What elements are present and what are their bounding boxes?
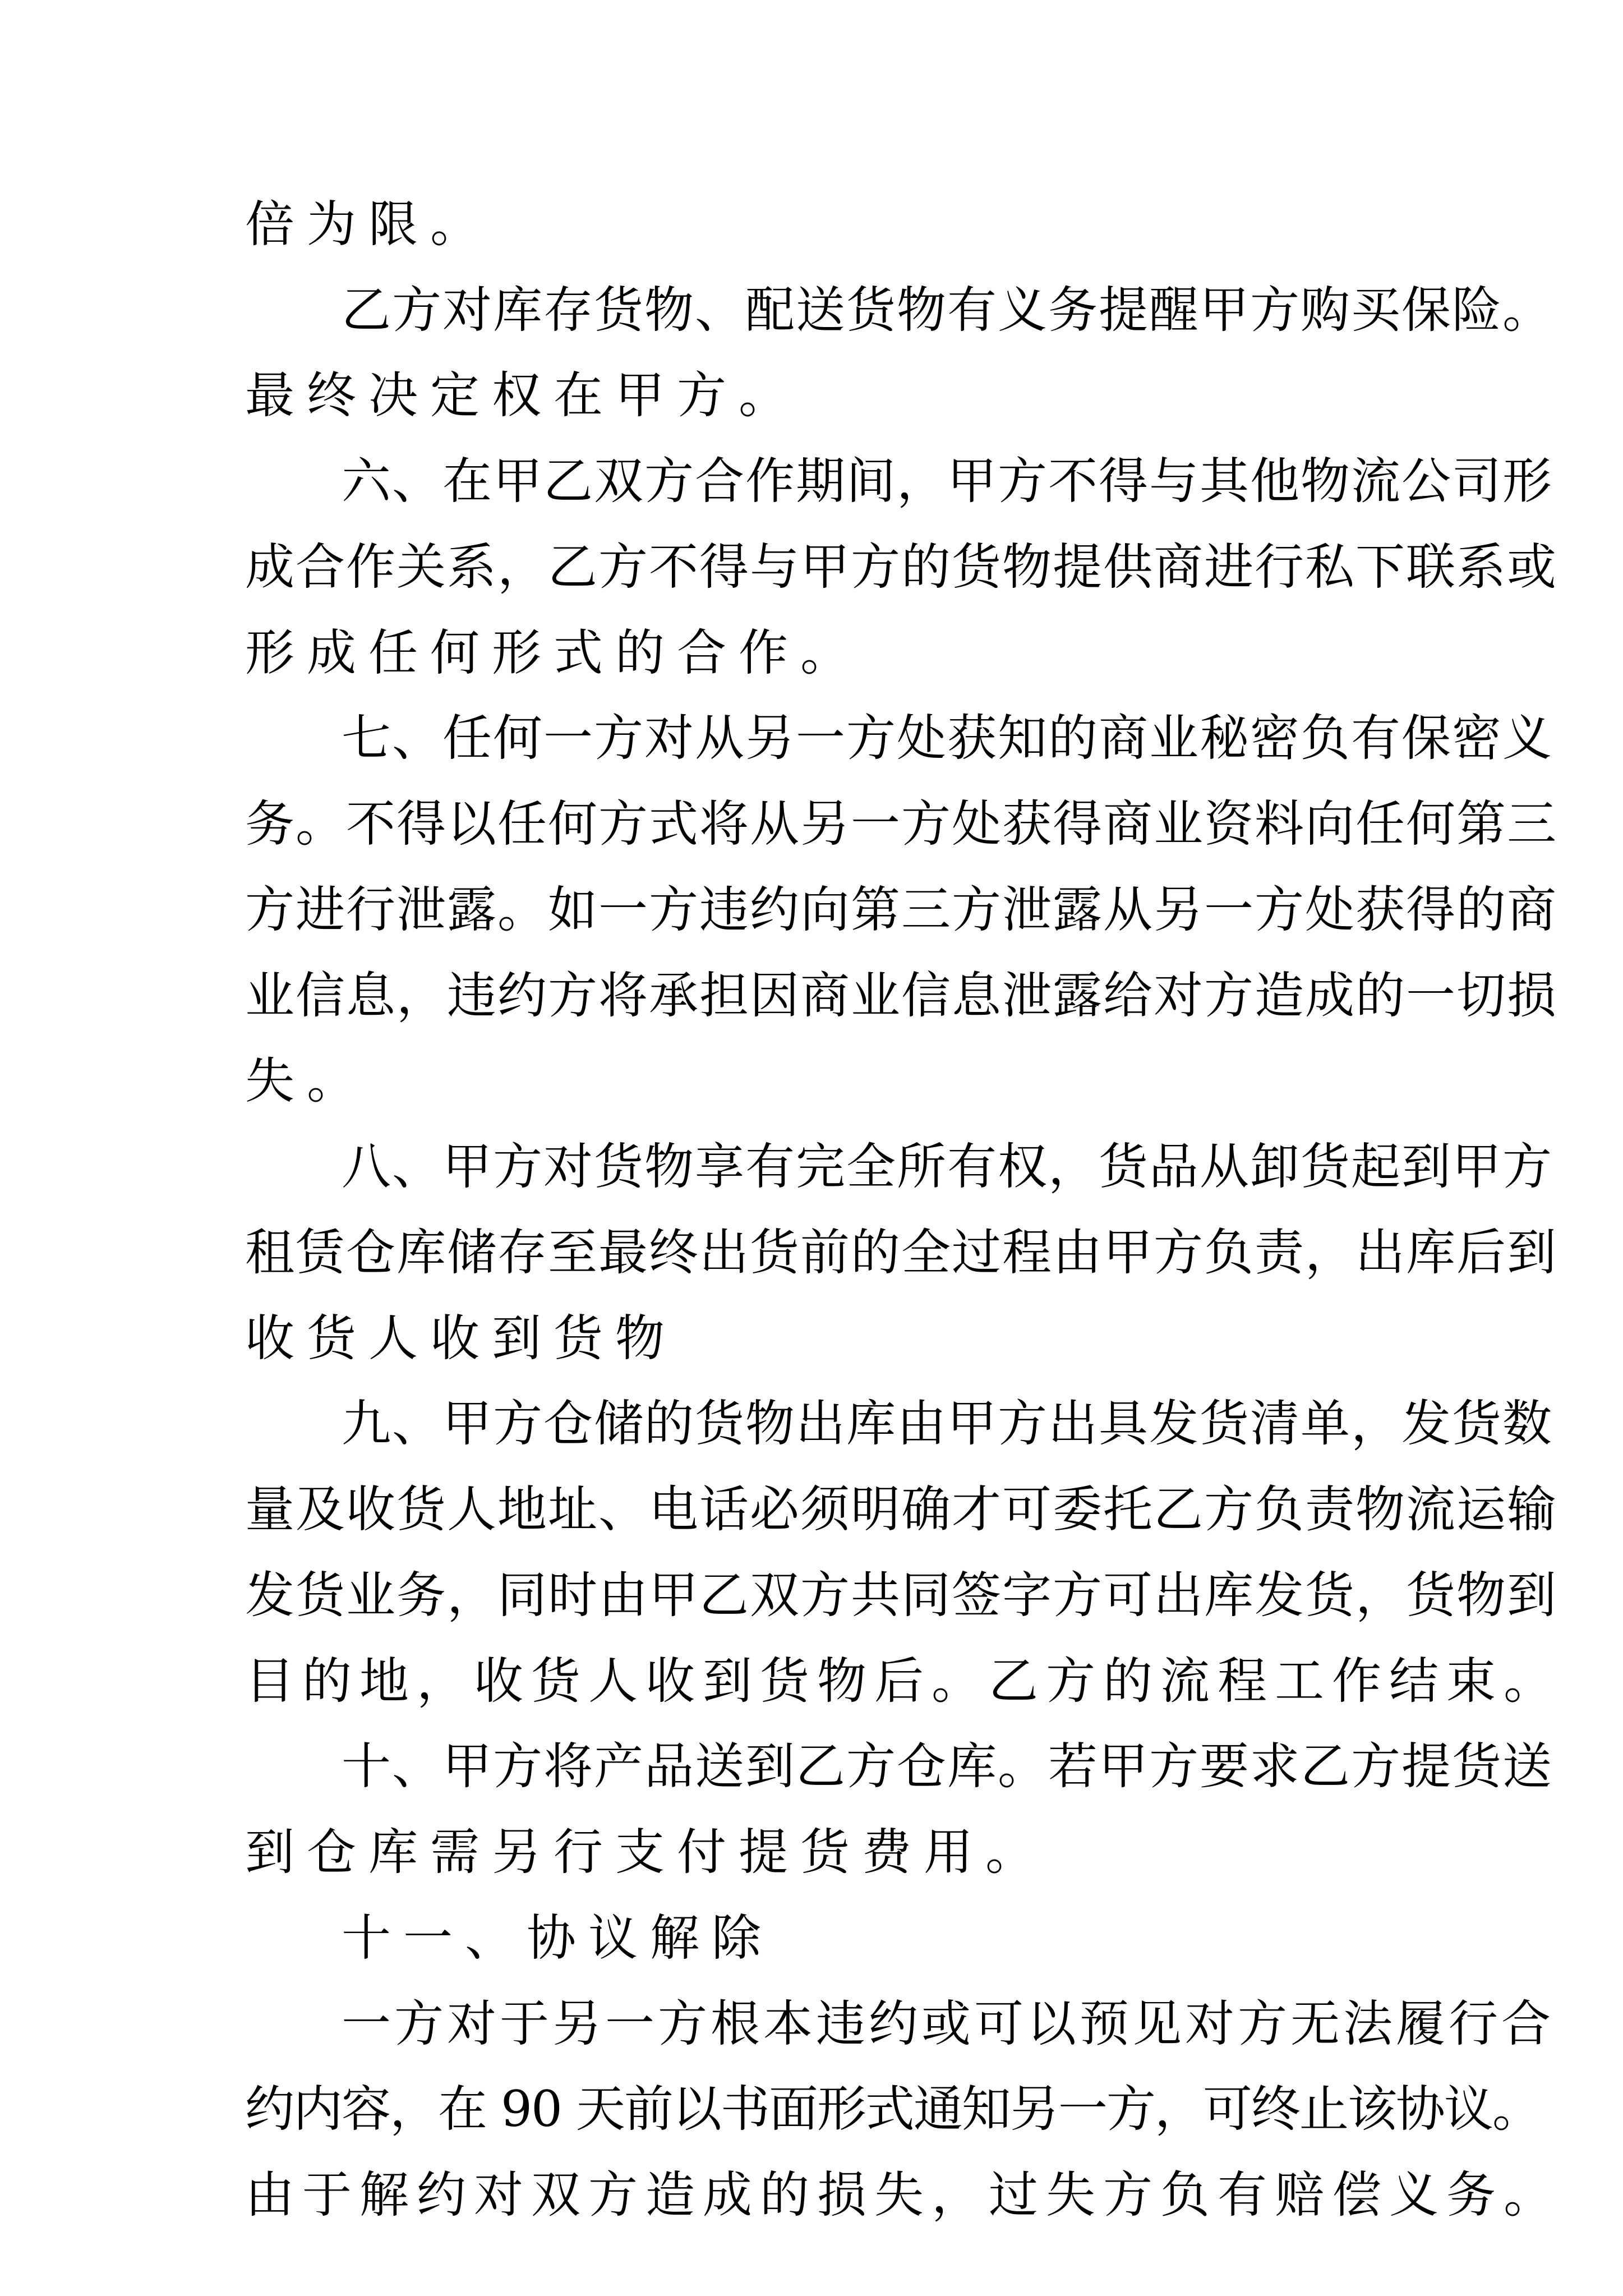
body-line: 失。 bbox=[245, 1052, 369, 1110]
body-line: 八、甲方对货物享有完全所有权，货品从卸货起到甲方 bbox=[342, 1138, 1553, 1195]
body-line: 十一、协议解除 bbox=[342, 1909, 774, 1967]
body-line: 成合作关系，乙方不得与甲方的货物提供商进行私下联系或 bbox=[245, 538, 1558, 596]
body-line: 七、任何一方对从另一方处获知的商业秘密负有保密义 bbox=[342, 709, 1553, 767]
body-line: 由于解约对双方造成的损失，过失方负有赔偿义务。 bbox=[245, 2166, 1561, 2224]
body-line: 租赁仓库储存至最终出货前的全过程由甲方负责，出库后到 bbox=[245, 1223, 1558, 1281]
body-line: 最终决定权在甲方。 bbox=[245, 366, 801, 424]
body-line: 乙方对库存货物、配送货物有义务提醒甲方购买保险。 bbox=[342, 281, 1553, 339]
body-line: 六、在甲乙双方合作期间，甲方不得与其他物流公司形 bbox=[342, 452, 1553, 510]
body-line: 量及收货人地址、电话必须明确才可委托乙方负责物流运输 bbox=[245, 1480, 1558, 1538]
body-line: 业信息，违约方将承担因商业信息泄露给对方造成的一切损 bbox=[245, 967, 1558, 1024]
body-line: 一方对于另一方根本违约或可以预见对方无法履行合 bbox=[342, 1995, 1555, 2053]
body-line: 目的地，收货人收到货物后。乙方的流程工作结束。 bbox=[245, 1652, 1561, 1710]
body-line: 倍为限。 bbox=[245, 195, 492, 253]
body-line: 九、甲方仓储的货物出库由甲方出具发货清单，发货数 bbox=[342, 1395, 1553, 1452]
body-line: 发货业务，同时由甲乙双方共同签字方可出库发货，货物到 bbox=[245, 1566, 1558, 1624]
body-line: 约内容，在 90 天前以书面形式通知另一方，可终止该协议。 bbox=[245, 2080, 1541, 2138]
body-line: 形成任何形式的合作。 bbox=[245, 624, 863, 682]
body-line: 到仓库需另行支付提货费用。 bbox=[245, 1823, 1048, 1881]
body-line: 十、甲方将产品送到乙方仓库。若甲方要求乙方提货送 bbox=[342, 1737, 1553, 1795]
body-line: 方进行泄露。如一方违约向第三方泄露从另一方处获得的商 bbox=[245, 881, 1558, 938]
body-line: 收货人收到货物 bbox=[245, 1309, 677, 1367]
body-line: 务。不得以任何方式将从另一方处获得商业资料向任何第三 bbox=[245, 795, 1558, 853]
